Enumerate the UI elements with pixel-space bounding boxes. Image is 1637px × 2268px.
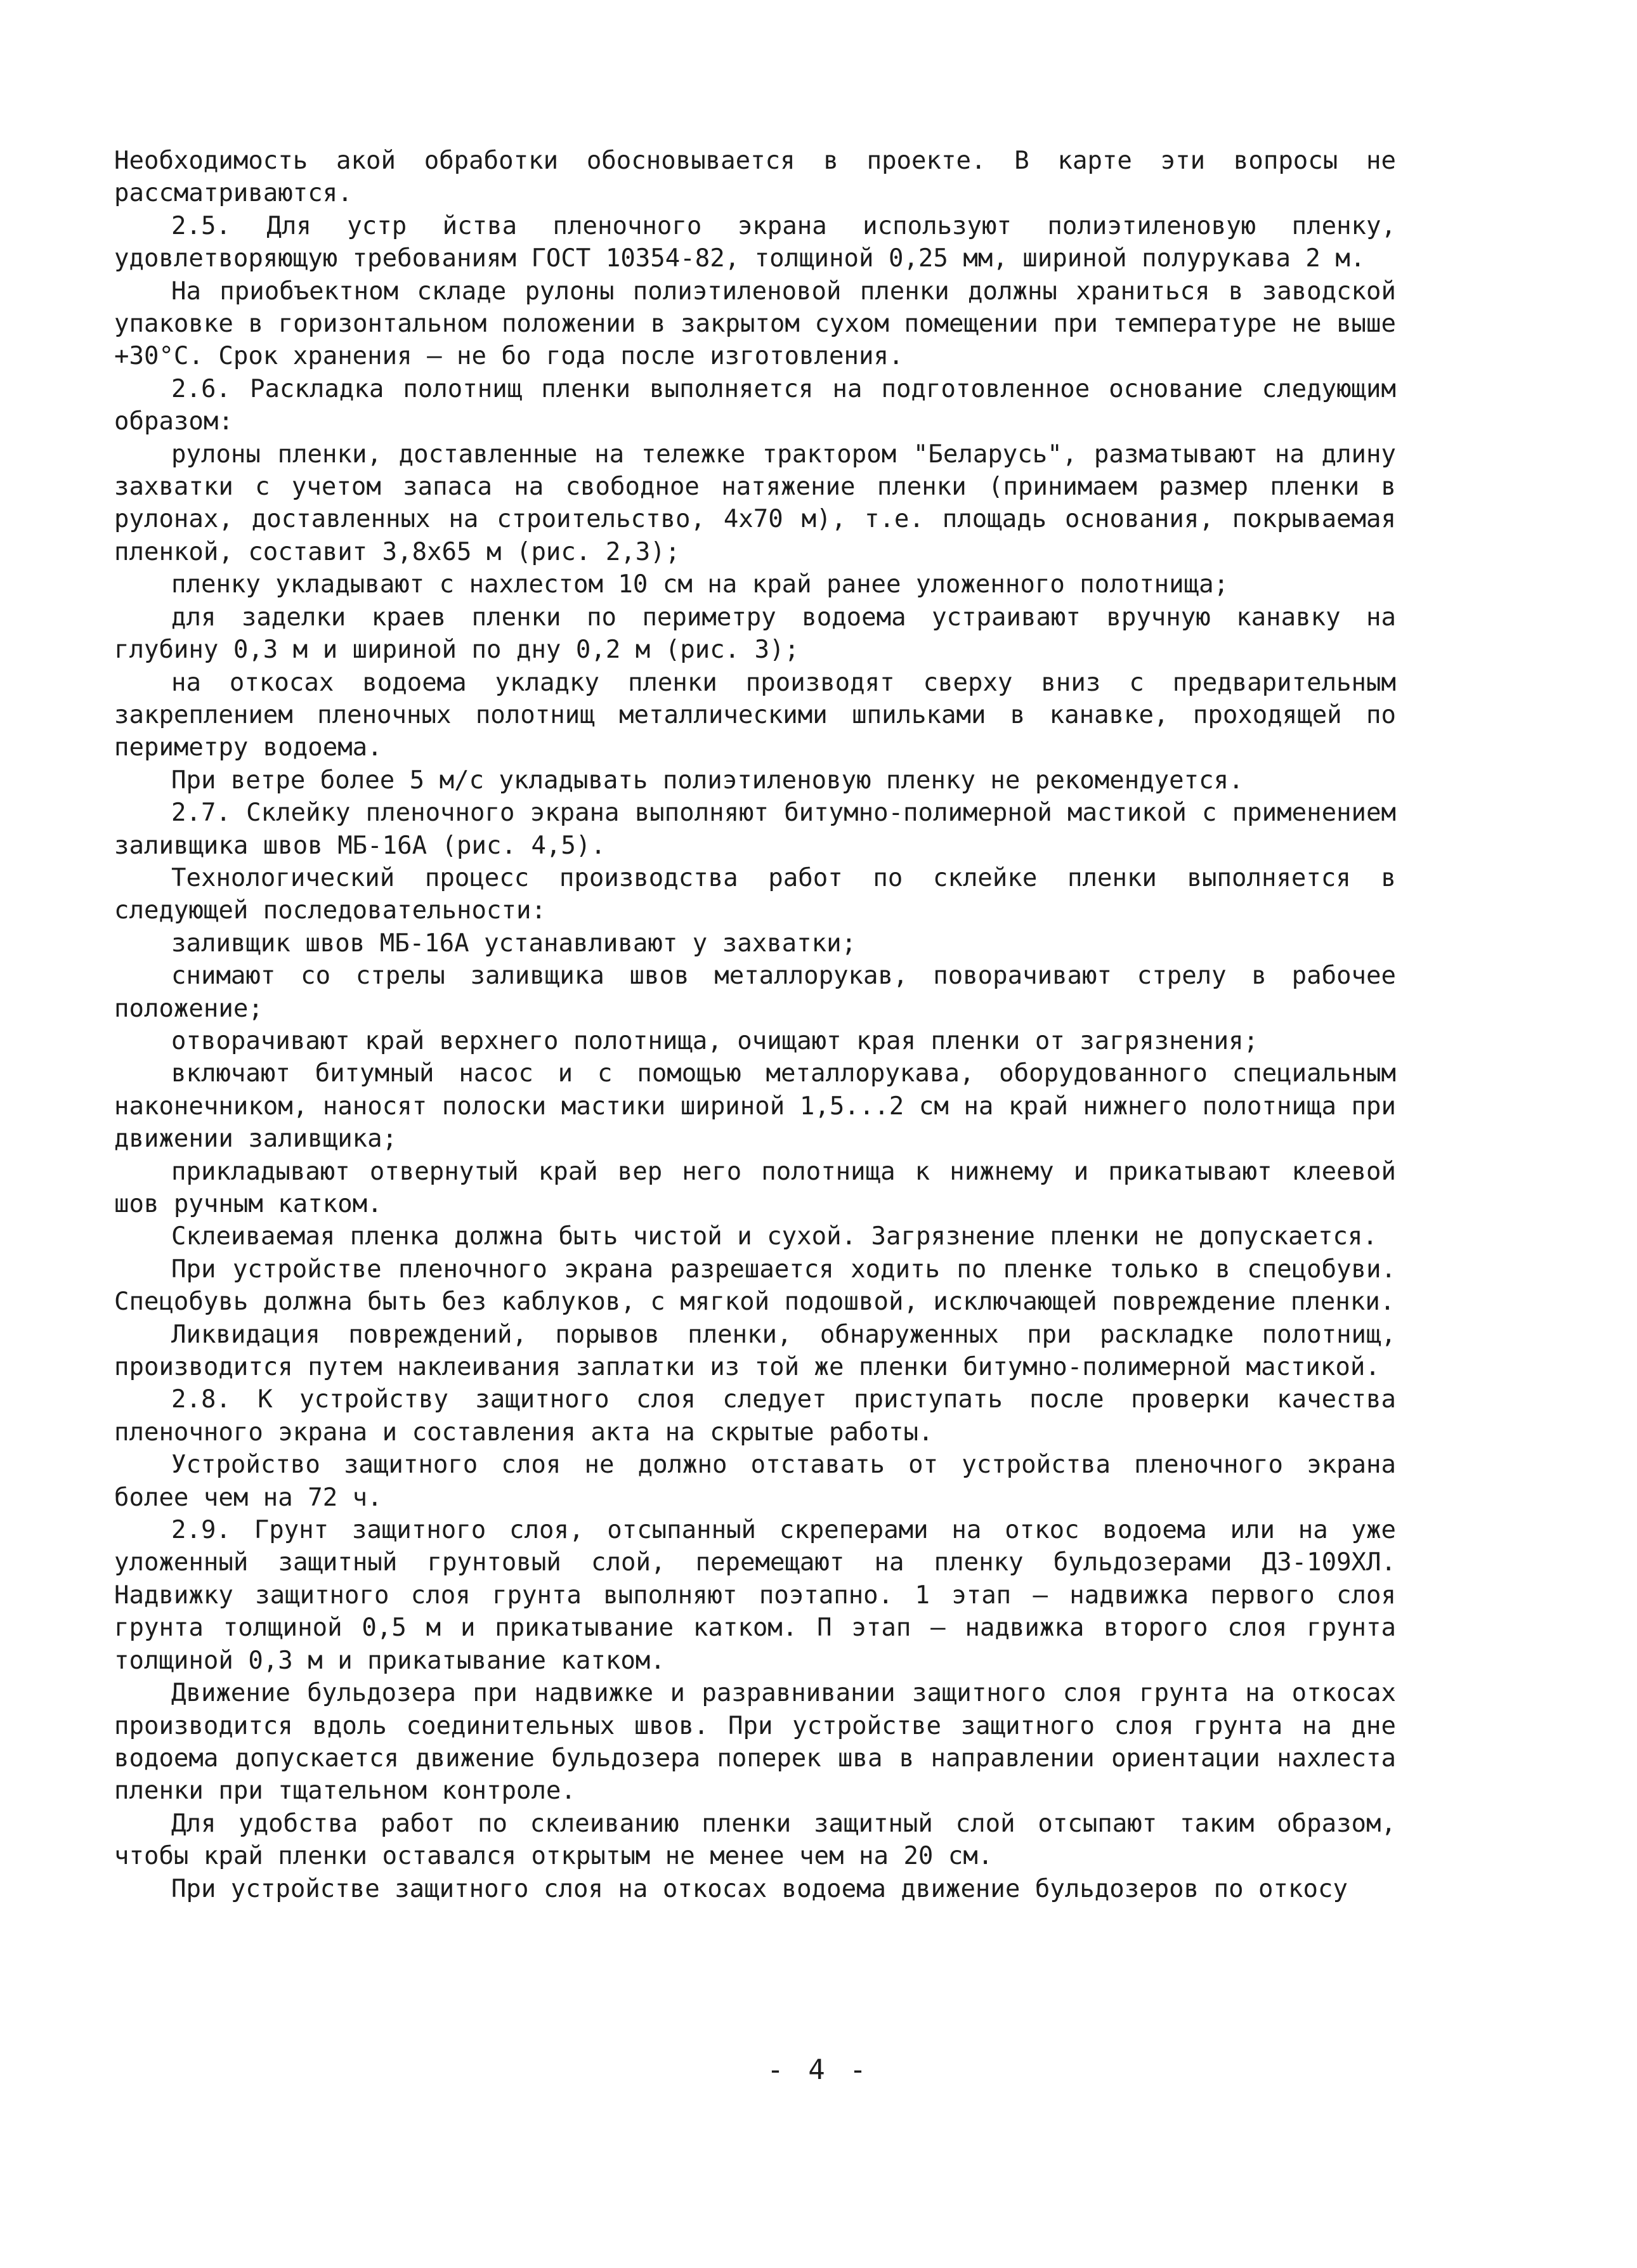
paragraph: При устройстве защитного слоя на откосах водоема движение бульдозеров по откосу: [171, 1874, 1348, 1903]
paragraph: включают битумный насос и с помощью металлорукава, оборудованного специальным наконечником, наносят полоски мастики шириной 1,5...2 см на край нижнего полотнища при движении заливщика;: [114, 1059, 1396, 1154]
paragraph: заливщик швов МБ-16А устанавливают у захватки;: [171, 929, 857, 958]
paragraph: 2.6. Раскладка полотнищ пленки выполняется на подготовленное основание следующим образом:: [114, 374, 1396, 436]
page-number: - 4 -: [767, 2054, 870, 2086]
paragraph: 2.7. Склейку пленочного экрана выполняют битумно-полимерной мастикой с применением заливщика швов МБ-16А (рис. 4,5).: [114, 798, 1396, 860]
paragraph: Ликвидация повреждений, порывов пленки, обнаруженных при раскладке полотнищ, производится путем наклеивания заплатки из той же пленки битумно-полимерной мастикой.: [114, 1320, 1396, 1382]
paragraph: При устройстве пленочного экрана разрешается ходить по пленке только в спецобуви. Спецобувь должна быть без каблуков, с мягкой подошвой, исключающей повреждение пленки.: [114, 1255, 1396, 1317]
paragraph: При ветре более 5 м/с укладывать полиэтиленовую пленку не рекомендуется.: [171, 766, 1244, 795]
paragraph: на откосах водоема укладку пленки производят сверху вниз с предварительным закреплением пленочных полотнищ металлическими шпильками в канавке, проходящей по периметру водоема.: [114, 668, 1396, 762]
paragraph: Для удобства работ по склеиванию пленки защитный слой отсыпают таким образом, чтобы край пленки оставался открытым не менее чем на 20 см.: [114, 1809, 1396, 1871]
body-text: [114, 145, 1396, 1905]
paragraph: для заделки краев пленки по периметру водоема устраивают вручную канавку на глубину 0,3 м и шириной по дну 0,2 м (рис. 3);: [114, 603, 1396, 665]
paragraph: На приобъектном складе рулоны полиэтиленовой пленки должны храниться в заводской упаковке в горизонтальном положении в закрытом сухом помещении при температуре не выше +30°С. Срок хранения – не бо года после изготовления.: [114, 277, 1396, 371]
paragraph: снимают со стрелы заливщика швов металлорукав, поворачивают стрелу в рабочее положение;: [114, 961, 1396, 1023]
paragraph: пленку укладывают с нахлестом 10 см на край ранее уложенного полотнища;: [171, 570, 1229, 599]
paragraph: 2.5. Для устр йства пленочного экрана используют полиэтиленовую пленку, удовлетворяющую требованиям ГОСТ 10354-82, толщиной 0,25 мм, шириной полурукава 2 м.: [114, 211, 1396, 273]
paragraph: 2.9. Грунт защитного слоя, отсыпанный скреперами на откос водоема или на уже уложенный защитный грунтовый слой, перемещают на пленку бульдозерами ДЗ-109ХЛ. Надвижку защитного слоя грунта выполняют поэтапно. 1 этап – надвижка первого слоя грунта толщиной 0,5 м и прикатывание катком. П этап – надвижка второго слоя грунта толщиной 0,3 м и прикатывание катком.: [114, 1516, 1396, 1675]
paragraph: Необходимость акой обработки обосновывается в проекте. В карте эти вопросы не рассматриваются.: [114, 147, 1396, 208]
paragraph: Устройство защитного слоя не должно отставать от устройства пленочного экрана более чем на 72 ч.: [114, 1450, 1396, 1512]
paragraph: 2.8. К устройству защитного слоя следует приступать после проверки качества пленочного экрана и составления акта на скрытые работы.: [114, 1385, 1396, 1447]
paragraph: отворачивают край верхнего полотнища, очищают края пленки от загрязнения;: [171, 1026, 1259, 1055]
paragraph: прикладывают отвернутый край вер него полотнища к нижнему и прикатывают клеевой шов ручным катком.: [114, 1157, 1396, 1218]
paragraph: Движение бульдозера при надвижке и разравнивании защитного слоя грунта на откосах производится вдоль соединительных швов. При устройстве защитного слоя грунта на дне водоема допускается движение бульдозера поперек шва в направлении ориентации нахлеста пленки при тщательном контроле.: [114, 1679, 1396, 1806]
paragraph: рулоны пленки, доставленные на тележке трактором "Беларусь", разматывают на длину захватки с учетом запаса на свободное натяжение пленки (принимаем размер пленки в рулонах, доставленных на строительство, 4х70 м), т.е. площадь основания, покрываемая пленкой, составит 3,8х65 м (рис. 2,3);: [114, 440, 1396, 566]
paragraph: Склеиваемая пленка должна быть чистой и сухой. Загрязнение пленки не допускается.: [171, 1222, 1378, 1251]
paragraph: Технологический процесс производства работ по склейке пленки выполняется в следующей последовательности:: [114, 863, 1396, 925]
